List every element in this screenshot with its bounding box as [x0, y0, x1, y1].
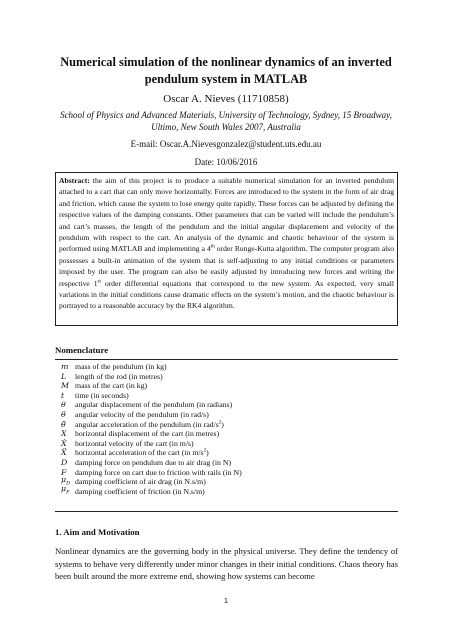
nomenclature-description-text: damping force on pendulum due to air drag (in N)	[75, 457, 232, 467]
nomenclature-description-text: horizontal velocity of the cart (in m/s)	[75, 438, 194, 448]
nomenclature-row	[55, 420, 398, 430]
nomenclature-description	[75, 487, 398, 497]
nomenclature-row	[55, 439, 398, 449]
nomenclature-symbol: θ	[61, 400, 66, 410]
nomenclature-symbol: $\mu_F$	[61, 484, 70, 496]
nomenclature-description	[75, 400, 398, 410]
nomenclature-description	[75, 448, 398, 458]
section-heading-aim: 1. Aim and Motivation	[55, 527, 140, 537]
nomenclature-description-text: damping force on cart due to friction with rails (in N)	[75, 467, 242, 477]
nomenclature-description-text: horizontal acceleration of the cart (in m/s	[75, 448, 204, 458]
paper-author: Oscar A. Nieves (11710858)	[163, 93, 289, 105]
nomenclature-description-text: angular velocity of the pendulum (in rad/s)	[75, 409, 209, 419]
nomenclature-row	[55, 381, 398, 391]
nomenclature-symbol-subscript: D	[66, 480, 71, 487]
nomenclature-symbol: m	[61, 362, 69, 371]
abstract-text-2: order Runge-Kutta algorithm. The computer program also possesses a built-in animation of the system that is self-adjusting to any initial conditions or parameters imposed by the user. The program can also be easily adjusted by introducing new forces and writing the respective 1	[59, 244, 394, 288]
nomenclature-row	[55, 372, 398, 382]
abstract-sup-1: th	[210, 244, 215, 250]
abstract-label: Abstract:	[59, 176, 90, 185]
nomenclature-description	[75, 477, 398, 487]
paper-email: E-mail: Oscar.A.Nievesgonzalez@student.uts.edu.au	[130, 139, 322, 149]
nomenclature-row	[55, 474, 398, 487]
nomenclature-description	[75, 429, 398, 439]
nomenclature-row	[55, 429, 398, 439]
nomenclature-description-text: time (in seconds)	[75, 390, 129, 400]
nomenclature-row	[55, 458, 398, 468]
nomenclature-description-text: horizontal displacement of the cart (in metres)	[75, 429, 220, 439]
nomenclature-top-rule	[55, 359, 398, 360]
nomenclature-heading: Nomenclature	[55, 345, 109, 355]
paper-date: Date: 10/06/2016	[194, 157, 258, 167]
nomenclature-symbol: $\mu_D$	[61, 474, 71, 487]
nomenclature-symbol: F	[61, 467, 67, 477]
nomenclature-symbol: D	[61, 457, 68, 467]
nomenclature-bottom-rule	[55, 511, 398, 512]
nomenclature-description	[75, 420, 398, 430]
nomenclature-description	[75, 439, 398, 449]
nomenclature-description	[75, 458, 398, 468]
nomenclature-row	[55, 400, 398, 410]
abstract-text-3: order differential equations that correspond to the new system. As expected, very small variations in the initial conditions cause dramatic effects on the system’s motion, and the chaotic behaviour is portrayed to a reasonable accuracy by the RK4 algorithm.	[59, 278, 394, 311]
page-number: 1	[223, 596, 229, 605]
nomenclature-symbol: θ̈	[61, 419, 66, 429]
nomenclature-symbol: L	[61, 371, 67, 381]
nomenclature-symbol: t	[61, 390, 65, 400]
nomenclature-symbol: Ẍ	[61, 448, 67, 458]
nomenclature-description-text: damping coefficient of friction (in N.s/m)	[75, 486, 205, 496]
nomenclature-row	[55, 484, 398, 497]
nomenclature-description	[75, 372, 398, 382]
abstract-sup-2: st	[97, 279, 101, 285]
nomenclature-symbol: M	[61, 381, 69, 391]
nomenclature-symbol: X	[61, 429, 67, 439]
nomenclature-symbol: θ̇	[61, 409, 66, 419]
nomenclature-description	[75, 468, 398, 478]
nomenclature-row	[55, 410, 398, 420]
nomenclature-description	[75, 391, 398, 401]
nomenclature-superscript: 2	[203, 448, 207, 454]
nomenclature-description	[75, 362, 398, 372]
nomenclature-row	[55, 391, 398, 401]
nomenclature-row	[55, 448, 398, 458]
nomenclature-symbol-subscript: F	[66, 490, 70, 496]
paper-title: Numerical simulation of the nonlinear dynamics of an inverted pendulum system in MATLAB	[60, 55, 392, 86]
section-body-text: Nonlinear dynamics are the governing body in the physical universe. They define the tendency of systems to behave very differently under minor changes in their initial conditions. Chaos theory has been built around the more extreme end, showing how systems can become	[55, 546, 398, 582]
nomenclature-description-text: length of the rod (in metres)	[75, 371, 163, 381]
nomenclature-description-tail: )	[206, 448, 209, 458]
nomenclature-superscript: 2	[218, 419, 222, 425]
nomenclature-row	[55, 362, 398, 372]
abstract-box	[55, 172, 398, 326]
nomenclature-description	[75, 381, 398, 391]
paper-affiliation: School of Physics and Advanced Materials, University of Technology, Sydney, 15 Broadway, Ultimo, New South Wales 2007, Australia	[60, 110, 392, 133]
nomenclature-description-text: angular displacement of the pendulum (in radians)	[75, 400, 233, 410]
nomenclature-description-text: angular acceleration of the pendulum (in rad/s	[75, 419, 219, 429]
abstract-text-1: the aim of this project is to produce a suitable numerical simulation for an inverted pendulum attached to a cart that can only move horizontally. Forces are introduced to the system in the form of air drag and friction, which cause the system to lose energy quite rapidly. These forces can be adjusted by defining the respective values of the damping constants. Other parameters that can be varied will include the pendulum’s and cart’s masses, the length of the pendulum and the initial angular displacement and velocity of the pendulum with respect to the cart. An analysis of the dynamic and chaotic behaviour of the system is performed using MATLAB and implementing a 4	[59, 176, 394, 254]
nomenclature-description-text: mass of the pendulum (in kg)	[75, 362, 167, 371]
nomenclature-description-tail: )	[221, 419, 224, 429]
nomenclature-symbol: Ẋ	[61, 438, 67, 448]
nomenclature-description	[75, 410, 398, 420]
nomenclature-description-text: damping coefficient of air drag (in N.s/m)	[75, 477, 206, 487]
nomenclature-row	[55, 468, 398, 478]
nomenclature-list	[55, 362, 398, 496]
nomenclature-description-text: mass of the cart (in kg)	[75, 381, 148, 391]
